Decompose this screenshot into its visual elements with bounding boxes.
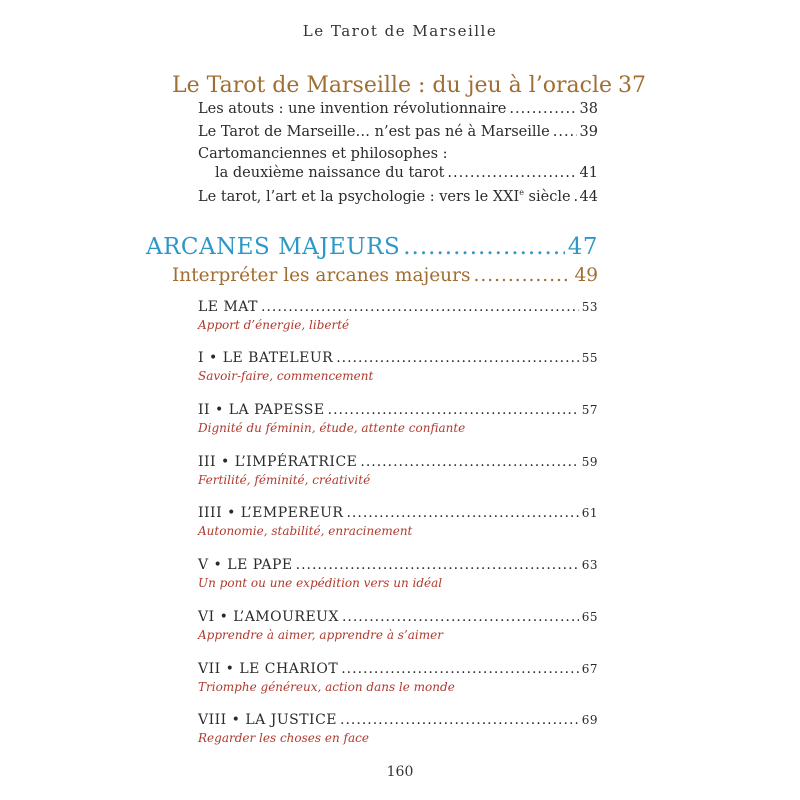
arcana-title: II • LA PAPESSE: [198, 402, 325, 418]
leader-dots: [346, 505, 578, 521]
arcana-keywords: Savoir-faire, commencement: [198, 369, 374, 383]
arcana-keywords: Autonomie, stabilité, enracinement: [198, 524, 413, 538]
toc-entry-arcana[interactable]: [198, 454, 598, 470]
arcana-title: V • LE PAPE: [198, 557, 293, 573]
arcana-title: LE MAT: [198, 299, 258, 315]
running-head: Le Tarot de Marseille: [302, 22, 498, 40]
subsection-title: Les atouts : une invention révolutionnaire: [198, 101, 507, 117]
toc-entry-major-arcana[interactable]: [146, 234, 598, 260]
subsection-title-line2: la deuxième naissance du tarot: [215, 165, 445, 181]
arcana-title: I • LE BATELEUR: [198, 350, 334, 366]
subsection-title-line1[interactable]: Cartomanciennes et philosophes :: [198, 146, 448, 162]
leader-dots: [341, 661, 579, 677]
leader-dots: [342, 609, 579, 625]
page-number: 69: [581, 713, 598, 727]
interpret-title: Interpréter les arcanes majeurs: [172, 265, 471, 286]
leader-dots: [261, 299, 579, 315]
leader-dots: [328, 402, 579, 418]
page-number: 39: [579, 124, 598, 140]
arcana-title: IIII • L’EMPEREUR: [198, 505, 344, 521]
arcana-keywords: Dignité du féminin, étude, attente confiante: [198, 421, 466, 435]
arcana-keywords: Apprendre à aimer, apprendre à s’aimer: [198, 628, 443, 642]
leader-dots: [553, 124, 577, 140]
page-number: 63: [581, 558, 598, 572]
arcana-keywords: Un pont ou une expédition vers un idéal: [198, 576, 443, 590]
arcana-keywords: Fertilité, féminité, créativité: [198, 473, 371, 487]
toc-entry-section[interactable]: [172, 73, 647, 98]
leader-dots: [473, 265, 571, 286]
toc-entry-subsection[interactable]: [215, 165, 598, 181]
page-number: 38: [579, 101, 598, 117]
page-number: 44: [579, 188, 598, 205]
arcana-keywords: Apport d’énergie, liberté: [198, 318, 350, 332]
toc-entry-arcana[interactable]: [198, 350, 598, 366]
toc-entry-arcana[interactable]: [198, 661, 598, 677]
page-number: 59: [581, 455, 598, 469]
leader-dots: [360, 454, 578, 470]
page-number: 53: [581, 300, 598, 314]
toc-entry-arcana[interactable]: [198, 299, 598, 315]
page-number: 55: [581, 351, 598, 365]
toc-entry-interpret[interactable]: [172, 265, 598, 286]
page-number: 47: [567, 234, 598, 260]
leader-dots: [403, 234, 564, 260]
page-number: 61: [581, 506, 598, 520]
page-number: 65: [581, 610, 598, 624]
toc-entry-arcana[interactable]: [198, 609, 598, 625]
arcana-keywords: Regarder les choses en face: [198, 731, 369, 745]
section-title: Le Tarot de Marseille : du jeu à l’oracle: [172, 73, 613, 98]
arcana-title: VI • L’AMOUREUX: [198, 609, 339, 625]
arcana-keywords: Triomphe généreux, action dans le monde: [198, 680, 455, 694]
toc-entry-arcana[interactable]: [198, 505, 598, 521]
leader-dots: [340, 712, 579, 728]
toc-entry-subsection[interactable]: [198, 188, 598, 205]
subsection-title: Le tarot, l’art et la psychologie : vers le XXIe siècle: [198, 188, 571, 205]
folio-page-number: 160: [386, 764, 414, 780]
page-number: 37: [618, 73, 647, 98]
toc-entry-arcana[interactable]: [198, 557, 598, 573]
leader-dots: [574, 189, 577, 205]
page-number: 57: [581, 403, 598, 417]
leader-dots: [296, 557, 579, 573]
leader-dots: [447, 165, 576, 181]
page-number: 49: [574, 265, 598, 286]
arcana-title: VIII • LA JUSTICE: [198, 712, 338, 728]
toc-entry-arcana[interactable]: [198, 712, 598, 728]
toc-entry-arcana[interactable]: [198, 402, 598, 418]
page-number: 67: [581, 662, 598, 676]
toc-entry-subsection[interactable]: [198, 124, 598, 140]
arcana-title: VII • LE CHARIOT: [198, 661, 339, 677]
subsection-title: Le Tarot de Marseille… n’est pas né à Marseille: [198, 124, 550, 140]
arcana-title: III • L’IMPÉRATRICE: [198, 454, 358, 470]
leader-dots: [509, 101, 576, 117]
toc-entry-subsection[interactable]: [198, 101, 598, 117]
page-number: 41: [579, 165, 598, 181]
major-title: ARCANES MAJEURS: [146, 234, 401, 260]
leader-dots: [336, 350, 579, 366]
